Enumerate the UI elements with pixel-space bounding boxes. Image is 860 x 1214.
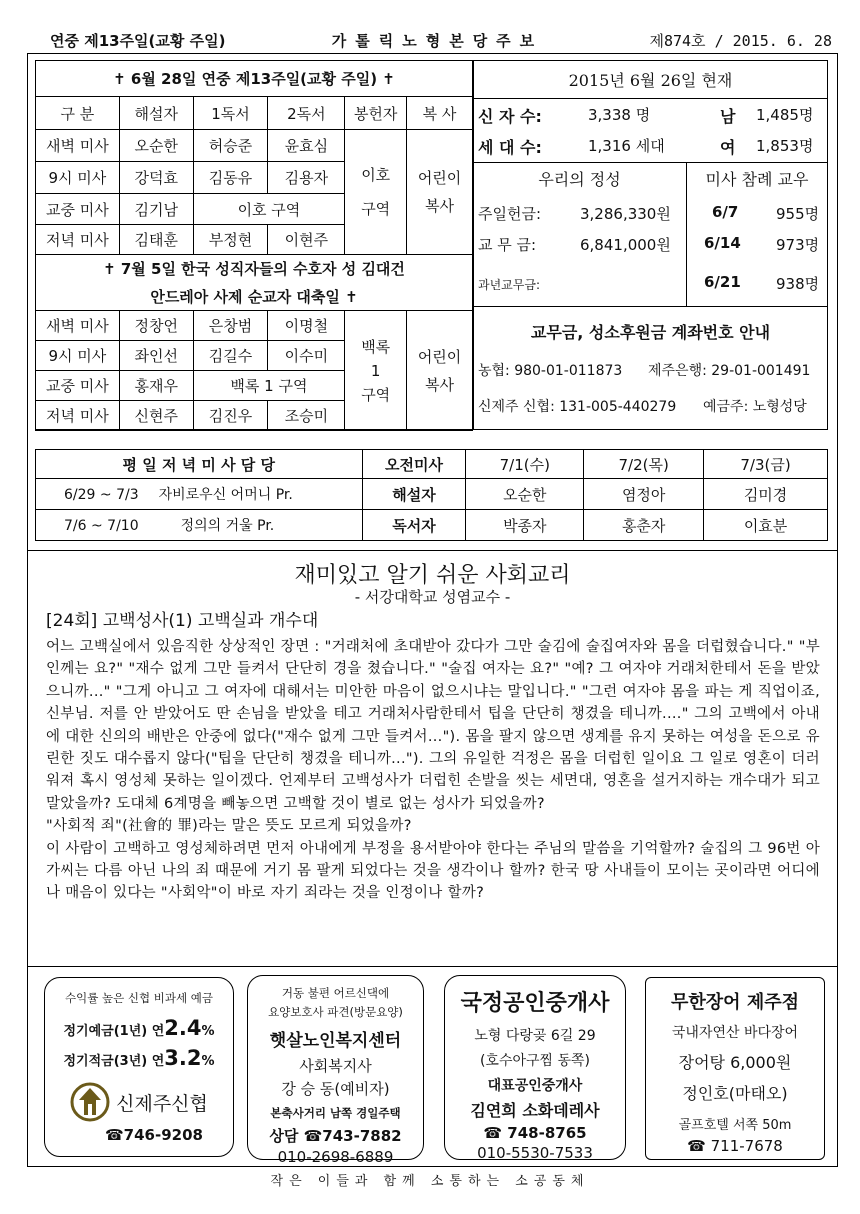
account-jeju: 제주은행: 29-01-001491 <box>648 363 811 379</box>
divider <box>27 550 838 551</box>
bulletin-header <box>50 28 832 52</box>
article-paragraph: 이 사람이 고백하고 영성체하려면 먼저 아내에게 부정을 용서받아야 한다는 주님의 말씀을 기억할까? 술집의 그 96번 아가씨는 다름 아닌 나의 죄 때문에 거기 몸 팔게 되었다는 것을 생각이나 할까? 한국 땅 사내들이 모이는 곳이라면 어디에나 매음이 있다는 "사회악"이 바로 자기 죄라는 것을 인정이나 할까? <box>46 840 820 902</box>
female-count: 1,853명 <box>756 137 814 155</box>
footer-motto: 작은 이들과 함께 소통하는 소공동체 <box>270 1174 590 1189</box>
schedule2-title-line2: 안드레아 사제 순교자 대축일 ✝ <box>150 287 358 306</box>
table-cell: 신현주 <box>119 401 193 431</box>
schedule1-table <box>35 96 473 255</box>
attendance-title: 미사 참례 교우 <box>705 169 809 189</box>
table-cell: 염정아 <box>584 479 704 510</box>
article-subtitle: - 서강대학교 성염교수 - <box>354 587 511 606</box>
date-cell: 7/2(목) <box>584 450 704 479</box>
ad-line: 수익률 높은 신협 비과세 예금 <box>65 991 213 1005</box>
attendance-date: 6/14 <box>704 234 741 252</box>
table-cell: 교중 미사 <box>36 371 120 401</box>
article-paragraph: "사회적 죄"(社會的 罪)라는 말은 뜻도 모르게 되었을까? <box>46 818 412 835</box>
weekday-title: 평 일 저 녁 미 사 담 당 <box>36 450 363 479</box>
date-cell: 7/3(금) <box>704 450 828 479</box>
table-cell: 홍재우 <box>119 371 193 401</box>
ad-phone: 010-2698-6889 <box>277 1148 394 1166</box>
table-cell: 새벽 미사 <box>36 311 120 341</box>
account-title: 교무금, 성소후원금 계좌번호 안내 <box>530 322 771 342</box>
table-cell: 은창범 <box>193 311 268 341</box>
table-cell: 김기남 <box>119 194 193 225</box>
table-cell: 박종자 <box>466 510 584 541</box>
divider <box>27 966 838 967</box>
am-mass-label: 오전미사 <box>362 450 466 479</box>
table-cell: 김길수 <box>193 341 268 371</box>
weekday-table <box>35 449 828 541</box>
ad-line: 장어탕 6,000원 <box>678 1053 792 1072</box>
table-cell: 오순한 <box>119 130 193 162</box>
divider <box>473 306 828 307</box>
ad-title: 국정공인중개사 <box>460 991 610 1016</box>
ad-phone: ☎746-9208 <box>105 1126 203 1144</box>
table-cell: 9시 미사 <box>36 341 120 371</box>
female-label: 여 <box>720 138 736 157</box>
divider <box>473 98 828 99</box>
table-cell: 홍춘자 <box>584 510 704 541</box>
header-left: 연중 제13주일(교황 주일) <box>50 31 226 50</box>
ad-line: 강 승 동(예비자) <box>281 1080 390 1098</box>
table-cell: 저녁 미사 <box>36 401 120 431</box>
table-cell: 김미경 <box>704 479 828 510</box>
ad-brand <box>45 1082 233 1122</box>
attendance-date: 6/21 <box>704 273 741 291</box>
table-cell: 김진우 <box>193 401 268 431</box>
attendance-count: 955명 <box>776 205 820 223</box>
article-heading: [24회] 고백성사(1) 고백실과 개수대 <box>46 611 319 631</box>
ad-care-center <box>247 975 424 1166</box>
attendance-count: 973명 <box>776 236 820 254</box>
ad-line: 본축사거리 남쪽 경일주택 <box>270 1106 401 1120</box>
ad-rate-deposit: 정기예금(1년) 연2.4% <box>63 1016 215 1040</box>
ad-line: 대표공인중개사 <box>487 1078 583 1094</box>
table-cell: 김용자 <box>268 162 345 194</box>
offering-value: 3,286,330원 <box>580 205 671 223</box>
ad-phone: ☎ 748-8765 <box>483 1124 587 1142</box>
ad-phone: 010-5530-7533 <box>477 1144 593 1162</box>
stats-date: 2015년 6월 26일 현재 <box>568 70 733 90</box>
ad-line: 거동 불편 어르신댁에 <box>281 986 390 1000</box>
server-group: 어린이 복사 <box>407 130 473 255</box>
praesidium: 자비로우신 어머니 Pr. <box>158 487 293 503</box>
ad-line: 사회복지사 <box>299 1057 372 1075</box>
offering-value: 6,841,000원 <box>580 236 671 254</box>
ad-brand-name: 신제주신협 <box>116 1092 208 1115</box>
table-cell: 이수미 <box>268 341 345 371</box>
table-cell: 이명철 <box>268 311 345 341</box>
ad-line: 노형 다랑곶 6길 29 <box>474 1028 596 1044</box>
server-group: 어린이 복사 <box>407 311 473 431</box>
offering-label: 과년교무금: <box>478 278 541 292</box>
article-paragraph: 어느 고백실에서 있음직한 상상적인 장면 : "거래처에 초대받아 갔다가 그만 술김에 술집여자와 몸을 더럽혔습니다." "부인께는 요?" "재수 없게 그만 들켜서 단단히 경을 쳤습니다." "술집 여자는 요?" "예? 그 여자야 거래처한테서 돈을 받았으니까..." "그게 아니고 그 여자에 대해서는 미안한 마음이 없으시냐는 말입니다." "그런 여자야 몸을 파는 게 직업이죠, 신부님. 저를 안 받았어도 딴 손님을 받았을 테고 거래처사람한테서 팁을 단단히 챙겼을 테니까...." 그의 고백에서 아내에 대한 신의의 배반은 안중에 없다("재수 없게 그만 들켜서..."). 몸을 팔지 않으면 생계를 유지 못하는 여성을 돈으로 유린한 짓도 대수롭지 않다("팁을 단단히 챙겼을 테니까..."). 그의 유일한 걱정은 몸을 더럽힌 일이요 그 일로 영혼이 더러워져 혹시 영성체 못하는 일이겠다. 언제부터 고백성사가 더럽힌 손발을 씻는 세면대, 영혼을 설거지하는 개수대가 되고 말았을까? 도대체 6계명을 빼놓으면 고백할 것이 별로 없는 성사가 되었을까? <box>46 639 820 812</box>
households-label: 세 대 수: <box>478 138 542 157</box>
ad-credit-union <box>44 977 234 1157</box>
table-cell: 김동유 <box>193 162 268 194</box>
male-count: 1,485명 <box>756 106 814 124</box>
ad-line: 국내자연산 바다장어 <box>671 1025 799 1041</box>
offer-zone: 이호 구역 <box>345 130 407 255</box>
table-cell: 이현주 <box>268 225 345 255</box>
offering-title: 우리의 정성 <box>538 169 621 189</box>
article-body <box>46 636 820 905</box>
account-nh: 농협: 980-01-011873 <box>478 363 623 379</box>
offering-label: 교 무 금: <box>478 236 537 254</box>
table-cell: 오순한 <box>466 479 584 510</box>
ad-line: 정인호(마태오) <box>682 1084 788 1103</box>
header-title: 가톨릭노형본당주보 <box>331 31 544 50</box>
ad-eel-restaurant <box>645 977 825 1160</box>
account-holder: 예금주: 노형성당 <box>703 399 807 415</box>
ad-line: 요양보호사 파견(방문요양) <box>268 1005 403 1019</box>
weekday-row <box>36 479 363 510</box>
table-cell: 새벽 미사 <box>36 130 120 162</box>
article-title: 재미있고 알기 쉬운 사회교리 <box>294 562 571 588</box>
table-cell: 조승미 <box>268 401 345 431</box>
attendance-date: 6/7 <box>712 203 739 221</box>
col-header: 구 분 <box>36 97 120 130</box>
ad-line: (호수아구찜 동쪽) <box>479 1053 591 1069</box>
table-cell: 부정현 <box>193 225 268 255</box>
account-shinhyup: 신제주 신협: 131-005-440279 <box>478 399 677 415</box>
offer-zone: 백록 1 구역 <box>345 311 407 431</box>
col-header: 복 사 <box>407 97 473 130</box>
date-range: 6/29 ~ 7/3 <box>64 487 139 503</box>
table-cell: 백록 1 구역 <box>193 371 345 401</box>
offering-label: 주일헌금: <box>478 205 542 223</box>
schedule1-title: ✝ 6월 28일 연중 제13주일(교황 주일) ✝ <box>113 69 395 88</box>
table-cell: 윤효심 <box>268 130 345 162</box>
table-cell: 이호 구역 <box>193 194 345 225</box>
praesidium: 정의의 거울 Pr. <box>180 518 275 534</box>
believers-label: 신 자 수: <box>478 107 542 126</box>
header-issue: 제874호 / 2015. 6. 28 <box>649 31 832 50</box>
ad-realty <box>444 975 626 1160</box>
role-label: 해설자 <box>362 479 466 510</box>
col-header: 1독서 <box>193 97 268 130</box>
believers-count: 3,338 명 <box>588 106 651 124</box>
ad-line: 골프호텔 서쪽 50m <box>678 1118 792 1133</box>
credit-union-logo-icon <box>70 1082 110 1122</box>
male-label: 남 <box>720 107 736 126</box>
ad-line: 김연희 소화데레사 <box>470 1101 600 1120</box>
date-cell: 7/1(수) <box>466 450 584 479</box>
weekday-row <box>36 510 363 541</box>
col-header: 해설자 <box>119 97 193 130</box>
role-label: 독서자 <box>362 510 466 541</box>
table-cell: 정창언 <box>119 311 193 341</box>
table-cell: 좌인선 <box>119 341 193 371</box>
table-cell: 교중 미사 <box>36 194 120 225</box>
table-cell: 9시 미사 <box>36 162 120 194</box>
table-cell: 김태훈 <box>119 225 193 255</box>
col-header: 2독서 <box>268 97 345 130</box>
col-header: 봉헌자 <box>345 97 407 130</box>
households-count: 1,316 세대 <box>588 137 665 155</box>
attendance-count: 938명 <box>776 275 820 293</box>
schedule2-title-line1: ✝ 7월 5일 한국 성직자들의 수호자 성 김대건 <box>103 259 405 278</box>
table-cell: 저녁 미사 <box>36 225 120 255</box>
table-cell: 이효분 <box>704 510 828 541</box>
ad-rate-savings: 정기적금(3년) 연3.2% <box>63 1046 215 1070</box>
ad-title: 무한장어 제주점 <box>671 992 799 1013</box>
ad-title: 햇살노인복지센터 <box>269 1031 402 1051</box>
table-cell: 강덕효 <box>119 162 193 194</box>
ad-phone: 상담 ☎743-7882 <box>269 1127 402 1145</box>
divider <box>473 162 828 163</box>
date-range: 7/6 ~ 7/10 <box>64 518 139 534</box>
schedule2-table <box>35 310 473 431</box>
ad-phone: ☎ 711-7678 <box>687 1137 783 1155</box>
table-cell: 허승준 <box>193 130 268 162</box>
